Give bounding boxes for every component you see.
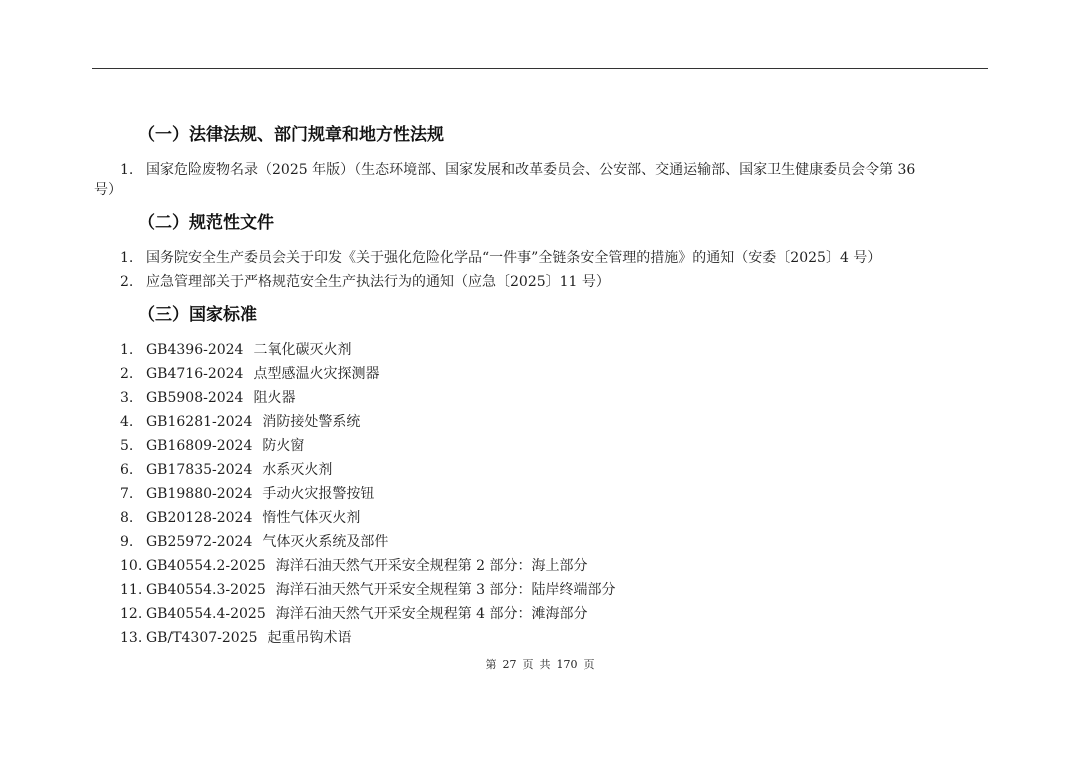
standard-item — [120, 532, 388, 552]
standard-code: GB25972-2024 — [146, 534, 253, 550]
item-number: 3. — [120, 390, 134, 406]
standard-title: 起重吊钩术语 — [267, 630, 352, 646]
footer-ye: 页 — [522, 658, 534, 671]
standard-code: GB20128-2024 — [146, 510, 253, 526]
footer-ye-end: 页 — [583, 658, 595, 671]
section-heading-national-standards: （三）国家标准 — [138, 305, 257, 325]
standard-title: 防火窗 — [262, 438, 305, 454]
item-text: 应急管理部关于严格规范安全生产执法行为的通知（应急〔2025〕11 号） — [146, 274, 610, 290]
list-item — [120, 160, 915, 180]
standard-code: GB17835-2024 — [146, 462, 253, 478]
item-number: 6. — [120, 462, 134, 478]
item-number: 5. — [120, 438, 134, 454]
item-number: 8. — [120, 510, 134, 526]
standard-item — [120, 580, 616, 600]
item-number: 1. — [120, 250, 134, 266]
standard-title: 气体灭火系统及部件 — [262, 534, 389, 550]
standard-item — [120, 484, 374, 504]
standard-title: 手动火灾报警按钮 — [262, 486, 375, 502]
standard-title: 二氧化碳灭火剂 — [253, 342, 352, 358]
item-number: 10. — [120, 558, 143, 574]
list-item — [120, 272, 610, 292]
item-text: 国务院安全生产委员会关于印发《关于强化危险化学品“一件事”全链条安全管理的措施》的通知（安委〔2025〕4 号） — [146, 250, 882, 266]
total-pages: 170 — [556, 658, 578, 671]
standard-title: 惰性气体灭火剂 — [262, 510, 361, 526]
item-text: 国家危险废物名录（2025 年版）（生态环境部、国家发展和改革委员会、公安部、交通运输部、国家卫生健康委员会令第 36 — [146, 162, 916, 178]
item-number: 13. — [120, 630, 143, 646]
standard-item — [120, 556, 588, 576]
standard-code: GB4396-2024 — [146, 342, 244, 358]
standard-item — [120, 436, 304, 456]
standard-code: GB4716-2024 — [146, 366, 244, 382]
item-number: 4. — [120, 414, 134, 430]
item-number: 1. — [120, 342, 134, 358]
footer-gong: 共 — [539, 658, 551, 671]
page-number: 27 — [502, 658, 517, 671]
item-number: 2. — [120, 366, 134, 382]
item-number: 11. — [120, 582, 143, 598]
page-footer — [0, 656, 1080, 672]
list-item — [120, 248, 881, 268]
standard-title: 水系灭火剂 — [262, 462, 333, 478]
standard-title: 阻火器 — [253, 390, 296, 406]
standard-title: 海洋石油天然气开采安全规程第 3 部分：陆岸终端部分 — [275, 582, 616, 598]
item-number: 1. — [120, 162, 134, 178]
section-heading-normative-docs: （二）规范性文件 — [138, 213, 274, 233]
standard-title: 海洋石油天然气开采安全规程第 4 部分：滩海部分 — [275, 606, 588, 622]
standard-code: GB5908-2024 — [146, 390, 244, 406]
item-number: 9. — [120, 534, 134, 550]
standard-code: GB19880-2024 — [146, 486, 253, 502]
standard-code: GB40554.3-2025 — [146, 582, 266, 598]
list-item-continuation: 号） — [94, 182, 122, 198]
standard-item — [120, 388, 295, 408]
standard-title: 点型感温火灾探测器 — [253, 366, 380, 382]
item-number: 12. — [120, 606, 143, 622]
standard-title: 海洋石油天然气开采安全规程第 2 部分：海上部分 — [275, 558, 588, 574]
standard-item — [120, 412, 360, 432]
standard-code: GB40554.4-2025 — [146, 606, 266, 622]
standard-item — [120, 340, 351, 360]
standard-item — [120, 460, 332, 480]
item-number: 7. — [120, 486, 134, 502]
standard-title: 消防接处警系统 — [262, 414, 361, 430]
header-rule — [92, 68, 988, 69]
standard-item — [120, 508, 360, 528]
footer-di: 第 — [485, 658, 497, 671]
standard-item — [120, 364, 379, 384]
standard-code: GB16281-2024 — [146, 414, 253, 430]
standard-item — [120, 604, 588, 624]
item-number: 2. — [120, 274, 134, 290]
section-heading-laws: （一）法律法规、部门规章和地方性法规 — [138, 125, 444, 145]
standard-code: GB40554.2-2025 — [146, 558, 266, 574]
standard-code: GB/T4307-2025 — [146, 630, 258, 646]
standard-code: GB16809-2024 — [146, 438, 253, 454]
standard-item — [120, 628, 352, 648]
